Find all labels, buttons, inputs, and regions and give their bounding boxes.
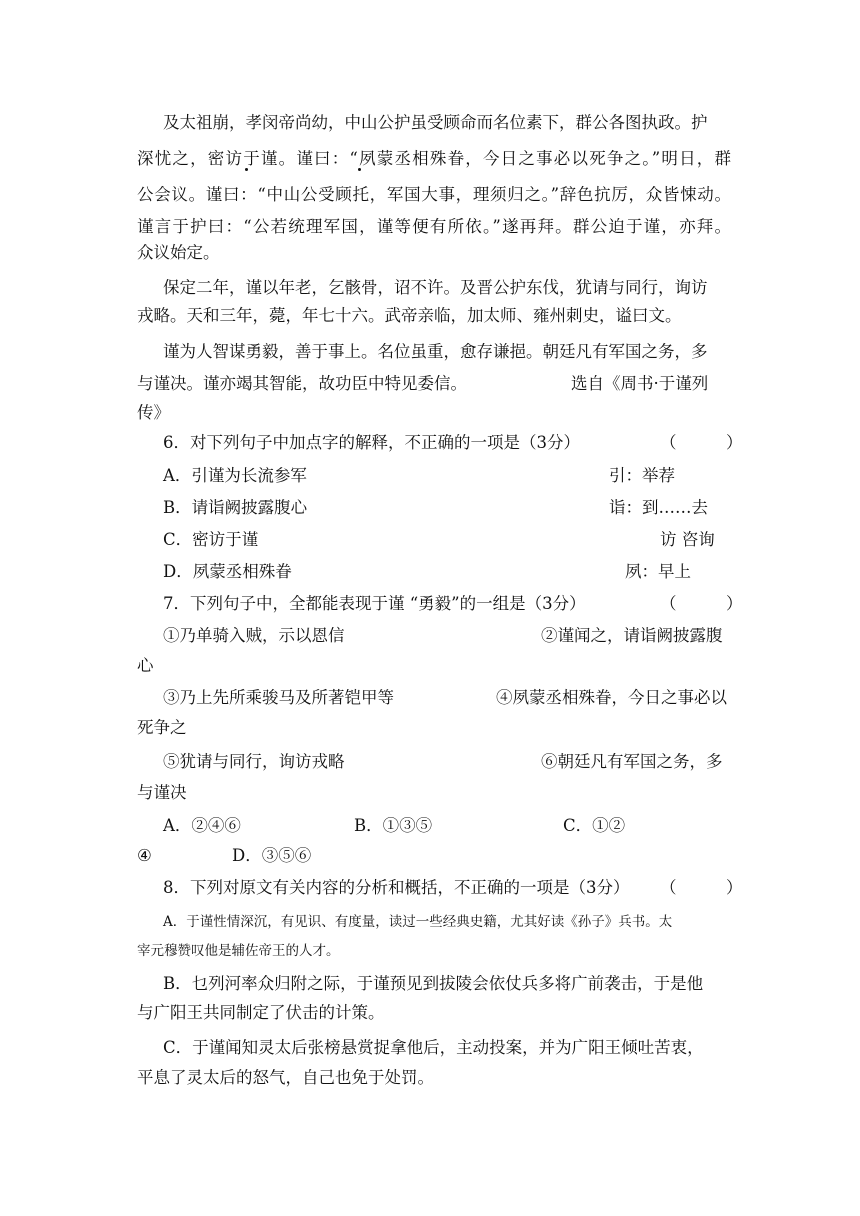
passage-line: 谨言于护曰：“公若统理军国，谨等便有所依。”遂再拜。群公迫于谨，亦拜。	[137, 217, 731, 236]
passage-line: 众议始定。	[137, 243, 220, 262]
q6-option-d: D．夙蒙丞相殊眷	[163, 562, 292, 581]
q7-item-2: ②谨闻之，请诣阙披露腹	[541, 626, 723, 645]
q7-item-2-cont: 心	[137, 656, 154, 675]
q6-stem: 6．对下列句子中加点字的解释，不正确的一项是（3分）	[163, 433, 580, 452]
source-citation: 选自《周书·于谨列	[571, 374, 709, 393]
q7-item-1: ①乃单骑入贼，示以恩信	[163, 626, 345, 645]
q7-option-c: C．①②	[563, 816, 626, 835]
passage-line: 及太祖崩，孝闵帝尚幼，中山公护虽受顾命而名位素下，群公各图执政。护	[163, 113, 708, 132]
q7-option-b: B．①③⑤	[354, 816, 433, 835]
q7-item-4: ④夙蒙丞相殊眷，今日之事必以	[496, 688, 727, 707]
q7-option-c-cont: ④	[137, 846, 152, 865]
emphasis-dot	[245, 168, 248, 171]
passage-line: 保定二年，谨以年老，乞骸骨，诏不许。及晋公护东伐，犹请与同行，询访	[163, 278, 708, 297]
q7-item-5: ⑤犹请与同行，询访戎略	[163, 752, 345, 771]
q7-item-4-cont: 死争之	[137, 718, 187, 737]
q6-option-a: A．引谨为长流参军	[163, 466, 307, 485]
q8-option-b-cont: 与广阳王共同制定了伏击的计策。	[137, 1003, 385, 1022]
q7-item-6: ⑥朝廷凡有军国之务，多	[541, 752, 723, 771]
q7-stem: 7．下列句子中，全都能表现于谨 “勇毅”的一组是（3分）	[163, 594, 586, 613]
q8-option-a: A．于谨性情深沉，有见识、有度量，读过一些经典史籍，尤其好读《孙子》兵书。太	[163, 914, 673, 930]
passage-line: 戎略。天和三年，薨，年七十六。武帝亲临，加太师、雍州刺史，谥曰文。	[137, 306, 682, 325]
q6-option-b: B．请诣阙披露腹心	[163, 498, 308, 517]
source-citation-cont: 传》	[137, 403, 170, 422]
q7-option-a: A．②④⑥	[163, 816, 241, 835]
q7-option-d: D．③⑤⑥	[232, 846, 312, 865]
q7-answer-bracket: （ ）	[660, 594, 743, 613]
q7-item-3: ③乃上先所乘骏马及所著铠甲等	[163, 688, 394, 707]
q6-answer-bracket: （ ）	[660, 433, 743, 452]
passage-line: 深忧之，密访于谨。谨曰：“夙蒙丞相殊眷，今日之事必以死争之。”明日，群	[137, 149, 731, 168]
q6-option-c: C．密访于谨	[163, 530, 259, 549]
passage-line: 与谨决。谨亦竭其智能，故功臣中特见委信。	[137, 374, 467, 393]
q7-item-6-cont: 与谨决	[137, 783, 187, 802]
q6-gloss-c: 访 咨询	[660, 530, 715, 549]
q8-option-b: B．乜列河率众归附之际，于谨预见到拔陵会依仗兵多将广前袭击，于是他	[163, 974, 704, 993]
passage-line: 谨为人智谋勇毅，善于事上。名位虽重，愈存谦挹。朝廷凡有军国之务，多	[163, 342, 708, 361]
passage-line: 公会议。谨曰：“中山公受顾托，军国大事，理须归之。”辞色抗厉，众皆悚动。	[137, 185, 731, 204]
q8-answer-bracket: （ ）	[660, 878, 743, 897]
q8-option-c: C．于谨闻知灵太后张榜悬赏捉拿他后，主动投案，并为广阳王倾吐苦衷，	[163, 1038, 704, 1057]
q8-stem: 8．下列对原文有关内容的分析和概括，不正确的一项是（3分）	[163, 878, 630, 897]
q6-gloss-b: 诣：到……去	[609, 498, 708, 517]
q8-option-c-cont: 平息了灵太后的怒气，自己也免于处罚。	[137, 1068, 434, 1087]
q6-gloss-a: 引：举荐	[609, 466, 675, 485]
q6-gloss-d: 夙：早上	[625, 562, 691, 581]
emphasis-dot	[358, 168, 361, 171]
q8-option-a-cont: 宰元穆赞叹他是辅佐帝王的人才。	[137, 943, 340, 959]
